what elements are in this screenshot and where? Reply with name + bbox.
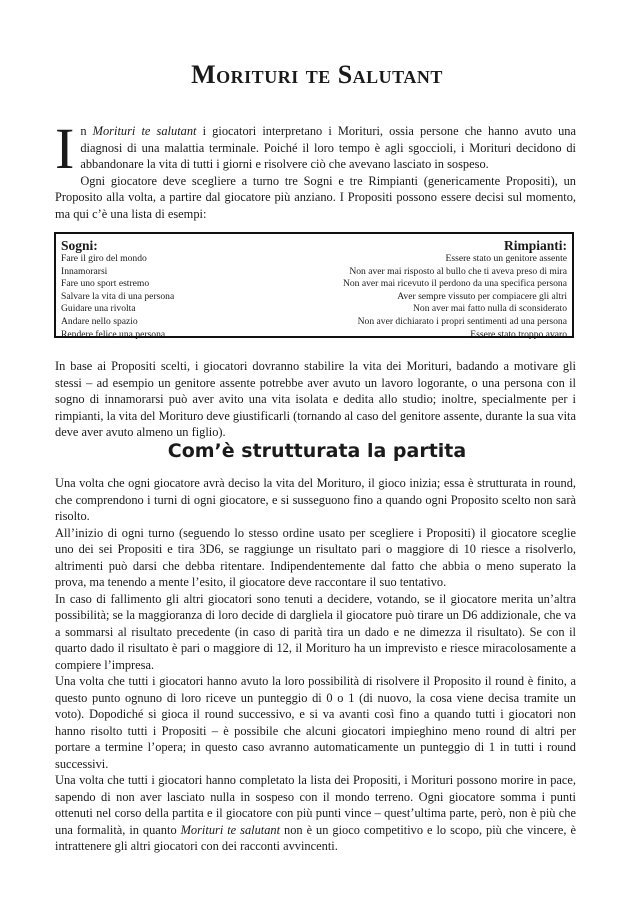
regret-item: Non aver mai ricevuto il perdono da una specifica persona <box>342 278 567 290</box>
regrets-column <box>343 238 567 341</box>
page-title: Morituri te Salutant <box>191 60 443 89</box>
structure-body <box>55 475 576 855</box>
game-title-italic: Morituri te salutant <box>92 124 197 138</box>
intro-paragraph <box>55 116 576 222</box>
regret-item: Essere stato un genitore assente <box>445 253 567 264</box>
body-paragraph-final <box>55 772 576 855</box>
body-paragraph: Una volta che ogni giocatore avrà deciso la vita del Morituro, il gioco inizia; essa è strutturata in round, che comprendono i turni di ogni giocatore, e si susseguono fino a quando ogni Proposito scelto non sarà risolto. <box>55 476 576 523</box>
regrets-header: Rimpianti: <box>503 238 567 253</box>
dream-item: Guidare una rivolta <box>61 303 136 315</box>
intro-text-start: n <box>80 124 93 138</box>
intro-second-paragraph: Ogni giocatore deve scegliere a turno tre Sogni e tre Rimpianti (genericamente Propositi), un Proposito alla volta, a partire dal giocatore più anziano. I Propositi possono essere decisi sul momento, ma qui c’è una lista di esempi: <box>55 173 576 221</box>
section-title: Com’è strutturata la partita <box>167 440 467 462</box>
dream-item: Rendere felice una persona <box>61 328 166 340</box>
dream-item: Salvare la vita di una persona <box>61 290 175 302</box>
dream-item: Andare nello spazio <box>61 315 138 327</box>
dreams-column <box>61 238 174 341</box>
regret-item: Aver sempre vissuto per compiacere gli altri <box>397 290 567 302</box>
game-title-italic: Morituri te salutant <box>180 822 281 837</box>
intro-text-rest: i giocatori interpretano i Morituri, ossia persone che hanno avuto una diagnosi di una malattia terminale. Poiché il loro tempo è agli sgoccioli, i Morituri decidono di abbandonare la vita di tutti i giorni e risolvere ciò che avevano lasciato in sospeso. <box>80 124 576 171</box>
final-text-end: non è un gioco competitivo e lo scopo, più che vincere, è intrattenere gli altri giocatori con dei racconti avvincenti. <box>55 822 576 853</box>
drop-cap: I <box>55 116 75 181</box>
dream-item: Fare uno sport estremo <box>61 278 150 290</box>
final-text-start: Una volta che tutti i giocatori hanno completato la lista dei Propositi, i Morituri possono morire in pace, sapendo di non aver lasciato nulla in sospeso con il mondo terreno. Ogni giocatore somma i punti ottenuti nel corso della partita e il giocatore con più punti vince – quest’ultima parte, però, non è più che una formalità, in quanto <box>55 773 576 837</box>
examples-table <box>54 232 574 338</box>
after-table-paragraph: In base ai Propositi scelti, i giocatori dovranno stabilire la vita dei Morituri, badando a motivare gli stessi – ad esempio un genitore assente potrebbe aver avuto un lavoro logorante, o una persona con il sogno di innamorarsi può aver avito una vita isolata e dedita allo studio; inoltre, specialmente per i rimpianti, la vita del Morituro deve giustificarli (tornando al caso del genitore assente, durante la sua vita deve aver avuto almeno un figlio). <box>55 359 576 439</box>
regret-item: Non aver mai risposto al bullo che ti aveva preso di mira <box>349 265 567 277</box>
dream-item: Fare il giro del mondo <box>61 253 147 264</box>
regret-item: Non aver dichiarato i propri sentimenti ad una persona <box>357 315 567 327</box>
body-paragraph: In caso di fallimento gli altri giocatori sono tenuti a decidere, votando, se il giocatore merita un’altra possibilità; se la maggioranza di loro decide di dargliela il giocatore può tirare un D6 addizionale, che va a sommarsi al risultato precedente (in caso di parità tira un dado e ne dimezza il risultato). Se con il quarto dado il risultato è pari o maggiore di 12, il Morituro ha un imprevisto e riesce miracolosamente a compiere l’impresa. <box>55 591 576 672</box>
dreams-header: Sogni: <box>61 238 98 253</box>
regret-item: Non aver mai fatto nulla di sconsiderato <box>413 303 567 315</box>
dream-item: Innamorarsi <box>61 265 108 277</box>
body-paragraph: All’inizio di ogni turno (seguendo lo stesso ordine usato per scegliere i Propositi) il giocatore sceglie uno dei sei Propositi e tira 3D6, se raggiunge un risultato pari o maggiore di 10 riesce a risolverlo, altrimenti può darsi che debba ritentare. Indipendentemente dal fatto che abbia o meno superato la prova, ma tenendo a mente l’esito, il giocatore deve raccontare il suo tentativo. <box>55 525 576 589</box>
regret-item: Essere stato troppo avaro <box>470 328 567 340</box>
body-paragraph: Una volta che tutti i giocatori hanno avuto la loro possibilità di risolvere il Proposito il round è finito, a questo punto ognuno di loro riceve un punteggio di 0 o 1 (di nuovo, la cosa viene decisa tramite un voto). Dopodiché si gioca il round successivo, e si va avanti così fino a quando tutti i giocatori non hanno risolto tutti i Propositi – è possibile che alcuni giocatori impieghino meno round di altri per portare a termine l’opera; in questo caso avranno automaticamente un punteggio di 1 in tutti i round successivi. <box>55 674 576 771</box>
